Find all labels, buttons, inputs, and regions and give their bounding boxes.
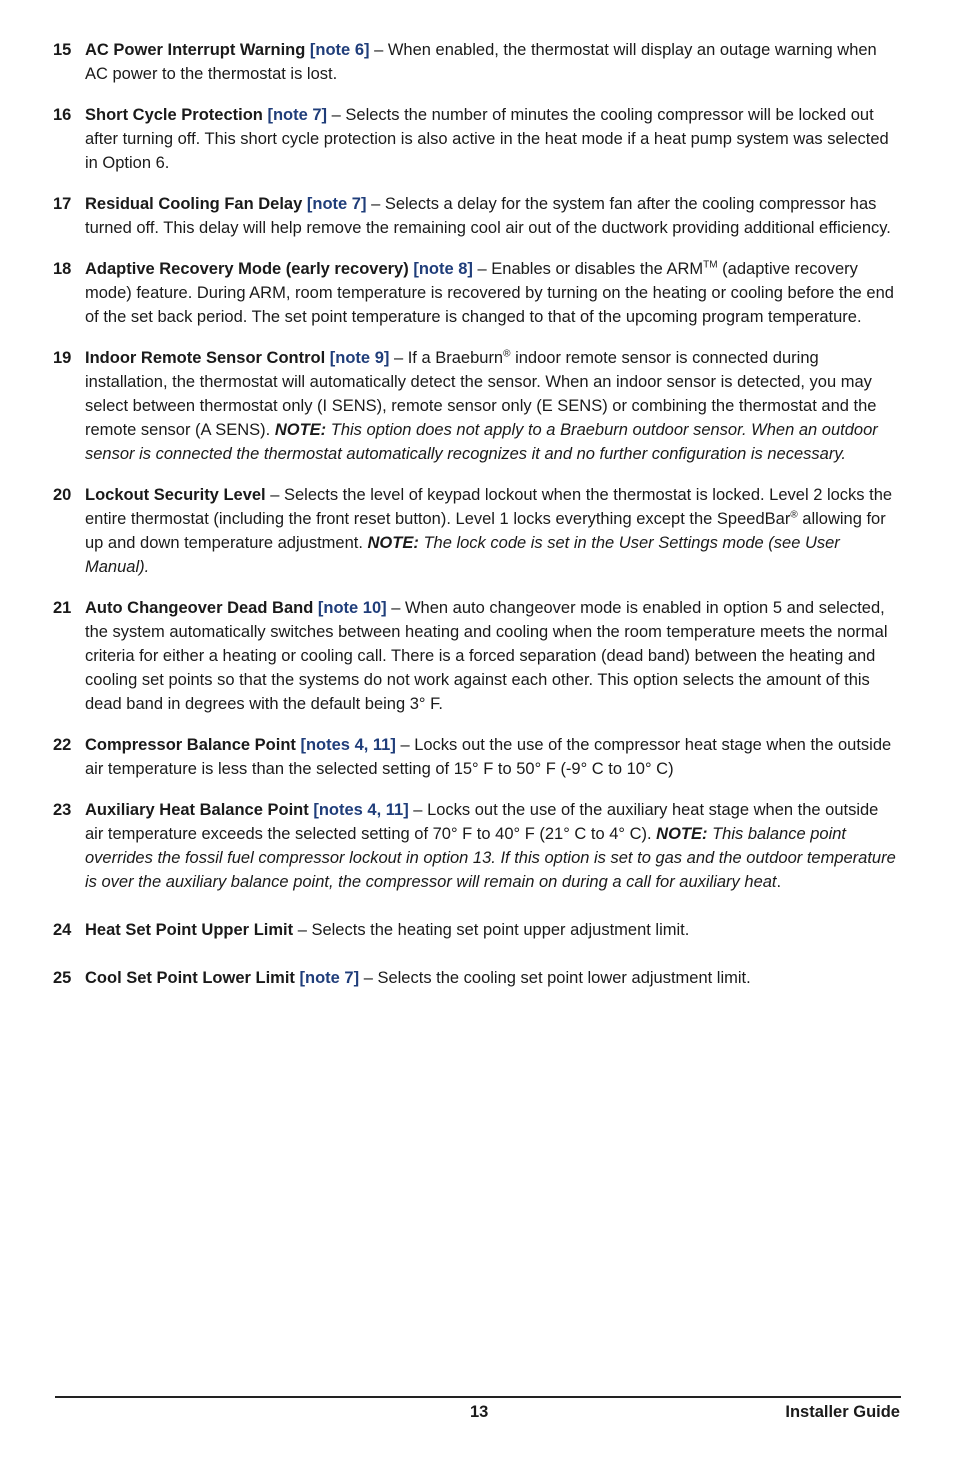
option-number: 25 bbox=[53, 969, 72, 987]
option-item-15 bbox=[53, 38, 901, 86]
option-description: – If a Braeburn bbox=[389, 349, 504, 367]
note-reference: [note 6] bbox=[309, 41, 370, 59]
option-description-cont: allowing for up and down temperature adjustment. bbox=[85, 510, 886, 552]
option-description: – When enabled, the thermostat will display an outage warning when AC power to the thermostat is lost. bbox=[85, 41, 877, 83]
option-body bbox=[85, 38, 901, 86]
page-number: 13 bbox=[470, 1403, 489, 1421]
option-title: Residual Cooling Fan Delay bbox=[85, 195, 303, 213]
note-text: This balance point overrides the fossil fuel compressor lockout in option 13. If this option is set to gas and the outdoor temperature is over the auxiliary balance point, the compressor will remain on during a call for auxiliary heat bbox=[85, 825, 896, 891]
note-label: NOTE: bbox=[274, 421, 327, 439]
footer-divider bbox=[55, 1396, 901, 1398]
guide-label: Installer Guide bbox=[785, 1403, 900, 1421]
option-description: – Locks out the use of the compressor heat stage when the outside air temperature is less than the selected setting of 15° F to 50° F (-9° C to 10° C) bbox=[85, 736, 892, 778]
option-number: 22 bbox=[53, 736, 72, 754]
note-reference: [note 10] bbox=[317, 599, 387, 617]
option-description: – Selects the level of keypad lockout when the thermostat is locked. Level 2 locks the entire thermostat (including the front reset button). Level 1 locks everything except the SpeedBar bbox=[85, 486, 893, 528]
option-number: 21 bbox=[53, 599, 72, 617]
option-number: 24 bbox=[53, 921, 72, 939]
option-body bbox=[85, 798, 901, 894]
option-description: – Selects a delay for the system fan after the cooling compressor has turned off. This delay will help remove the remaining cool air out of the ductwork providing additional efficiency. bbox=[85, 195, 891, 237]
option-title: Short Cycle Protection bbox=[85, 106, 263, 124]
option-body bbox=[85, 483, 901, 579]
option-item-20 bbox=[53, 483, 901, 579]
note-reference: [note 9] bbox=[329, 349, 390, 367]
option-title: Indoor Remote Sensor Control bbox=[85, 349, 326, 367]
note-label: NOTE: bbox=[656, 825, 708, 843]
option-body bbox=[85, 257, 901, 329]
option-number: 20 bbox=[53, 486, 72, 504]
option-description: – When auto changeover mode is enabled in option 5 and selected, the system automatically switches between heating and cooling when the room temperature meets the normal criteria for either a heating or cooling call. There is a forced separation (dead band) between the heating and cooling set points so that the systems do not work against each other. This option selects the amount of this dead band in degrees with the default being 3° F. bbox=[85, 599, 888, 713]
note-tail: . bbox=[776, 873, 782, 891]
trademark-mark: TM bbox=[703, 259, 718, 271]
note-text: This option does not apply to a Braeburn outdoor sensor. When an outdoor sensor is connected the thermostat automatically recognizes it and no further configuration is necessary. bbox=[85, 421, 878, 463]
option-description-cont: (adaptive recovery mode) feature. During ARM, room temperature is recovered by turning on the heating or cooling before the end of the set back period. The set point temperature is changed to that of the upcoming program temperature. bbox=[85, 260, 894, 326]
registered-mark: ® bbox=[790, 509, 798, 521]
option-description: – Enables or disables the ARM bbox=[472, 260, 704, 278]
option-number: 15 bbox=[53, 41, 72, 59]
option-item-16 bbox=[53, 103, 901, 175]
option-body bbox=[85, 733, 901, 781]
option-body bbox=[85, 918, 901, 942]
option-item-21 bbox=[53, 596, 901, 716]
note-reference: [notes 4, 11] bbox=[313, 801, 409, 819]
option-title: Adaptive Recovery Mode (early recovery) bbox=[85, 260, 409, 278]
option-title: Auxiliary Heat Balance Point bbox=[85, 801, 309, 819]
option-number: 18 bbox=[53, 260, 72, 278]
option-description: – Locks out the use of the auxiliary heat stage when the outside air temperature exceeds the selected setting of 70° F to 40° F (21° C to 4° C). bbox=[85, 801, 879, 843]
option-item-22 bbox=[53, 733, 901, 781]
note-reference: [notes 4, 11] bbox=[300, 736, 396, 754]
option-item-19 bbox=[53, 346, 901, 466]
option-body bbox=[85, 346, 901, 466]
option-description-cont: indoor remote sensor is connected during installation, the thermostat will automatically detect the sensor. When an indoor sensor is detected, you may select between thermostat only (I SENS), remote sensor only (E SENS) or combining the thermostat and the remote sensor (A SENS). bbox=[85, 349, 877, 439]
options-list bbox=[53, 38, 901, 1007]
option-title: Compressor Balance Point bbox=[85, 736, 296, 754]
option-body bbox=[85, 103, 901, 175]
option-number: 23 bbox=[53, 801, 72, 819]
note-reference: [note 7] bbox=[267, 106, 328, 124]
option-body bbox=[85, 192, 901, 240]
note-reference: [note 7] bbox=[306, 195, 367, 213]
note-reference: [note 7] bbox=[299, 969, 360, 987]
option-title: Auto Changeover Dead Band bbox=[85, 599, 314, 617]
option-item-25 bbox=[53, 966, 901, 990]
registered-mark: ® bbox=[503, 348, 511, 360]
option-item-24 bbox=[53, 918, 901, 942]
option-title: Heat Set Point Upper Limit bbox=[85, 921, 294, 939]
option-body bbox=[85, 596, 901, 716]
option-body bbox=[85, 966, 901, 990]
option-description: – Selects the number of minutes the cooling compressor will be locked out after turning off. This short cycle protection is also active in the heat mode if a heat pump system was selected in Option 6. bbox=[85, 106, 889, 172]
note-text: The lock code is set in the User Settings mode (see User Manual). bbox=[85, 534, 840, 576]
option-number: 16 bbox=[53, 106, 72, 124]
option-item-17 bbox=[53, 192, 901, 240]
option-number: 17 bbox=[53, 195, 72, 213]
option-title: Lockout Security Level bbox=[85, 486, 266, 504]
option-description: – Selects the cooling set point lower adjustment limit. bbox=[359, 969, 751, 987]
option-description: – Selects the heating set point upper adjustment limit. bbox=[293, 921, 690, 939]
option-title: Cool Set Point Lower Limit bbox=[85, 969, 295, 987]
option-item-23 bbox=[53, 798, 901, 894]
option-number: 19 bbox=[53, 349, 72, 367]
note-label: NOTE: bbox=[367, 534, 419, 552]
note-reference: [note 8] bbox=[413, 260, 473, 278]
option-title: AC Power Interrupt Warning bbox=[85, 41, 306, 59]
option-item-18 bbox=[53, 257, 901, 329]
